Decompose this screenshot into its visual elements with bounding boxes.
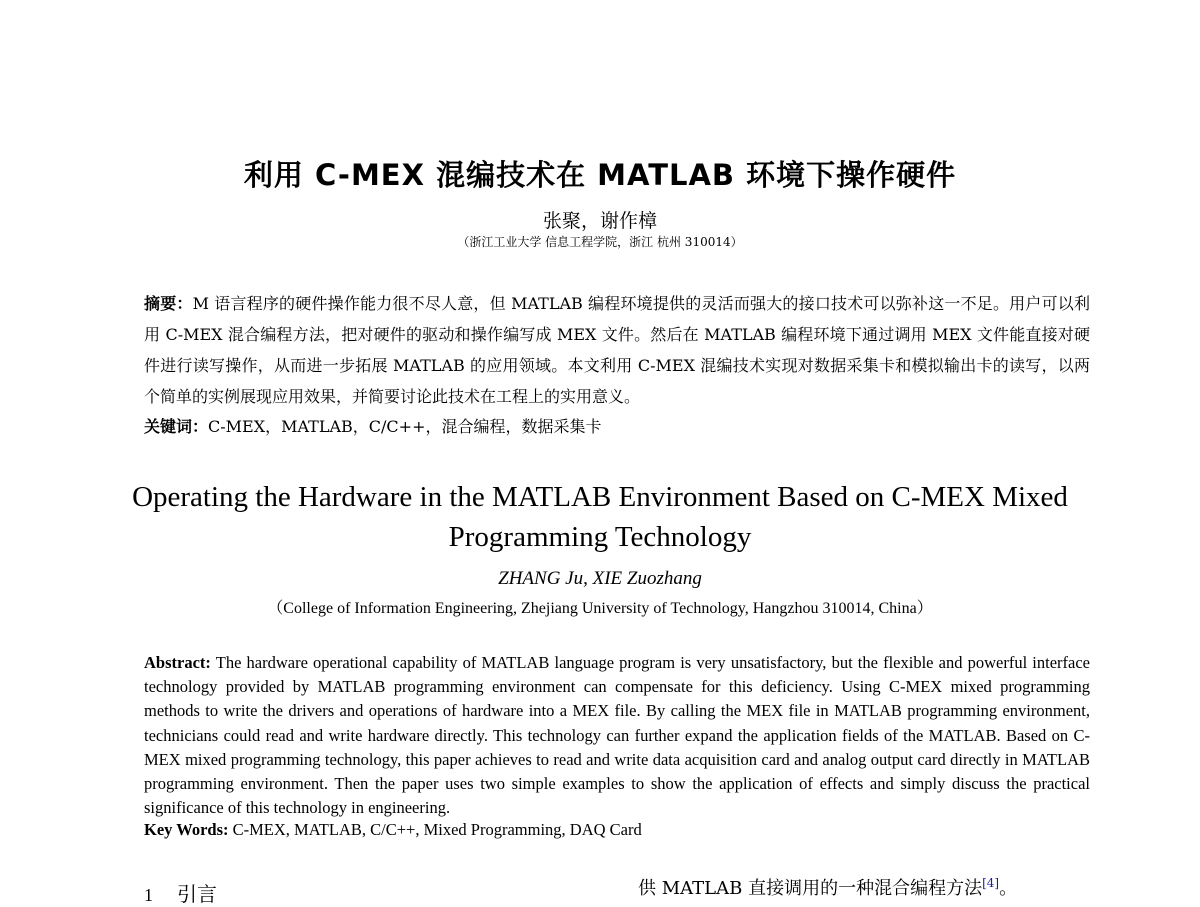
section-title: 引言 [177, 882, 217, 906]
english-abstract [144, 651, 1090, 820]
chinese-keywords-text: C-MEX，MATLAB，C/C++，混合编程，数据采集卡 [208, 417, 602, 436]
english-keywords [144, 820, 1090, 840]
english-abstract-label: Abstract: [144, 653, 211, 672]
chinese-affiliation: （浙江工业大学 信息工程学院，浙江 杭州 310014） [457, 235, 743, 249]
section-number: 1 [144, 885, 153, 905]
chinese-abstract [144, 288, 1090, 412]
english-affiliation: （College of Information Engineering, Zhejiang University of Technology, Hangzhou 310014, China） [267, 600, 933, 617]
chinese-authors: 张聚，谢作樟 [542, 210, 657, 232]
citation-link[interactable]: [4] [982, 876, 1000, 890]
english-authors: ZHANG Ju, XIE Zuozhang [498, 568, 702, 589]
right-column-text [638, 874, 1017, 900]
english-title: Operating the Hardware in the MATLAB Environment Based on C-MEX Mixed Programming Technology [132, 481, 1068, 553]
right-column-sentence: 供 MATLAB 直接调用的一种混合编程方法 [638, 878, 983, 899]
chinese-abstract-label: 摘要： [144, 294, 193, 313]
chinese-abstract-text: M 语言程序的硬件操作能力很不尽人意，但 MATLAB 编程环境提供的灵活而强大的接口技术可以弥补这一不足。用户可以利用 C-MEX 混合编程方法，把对硬件的驱动和操作编写成 MEX 文件。然后在 MATLAB 编程环境下通过调用 MEX 文件能直接对硬件进行读写操作，从而进一步拓展 MATLAB 的应用领域。本文利用 C-MEX 混编技术实现对数据采集卡和模拟输出卡的读写，以两个简单的实例展现应用效果，并简要讨论此技术在工程上的实用意义。 [144, 294, 1090, 406]
chinese-keywords-label: 关键词： [144, 417, 209, 436]
chinese-title: 利用 C-MEX 混编技术在 MATLAB 环境下操作硬件 [243, 158, 957, 192]
english-keywords-label: Key Words: [144, 820, 229, 839]
right-column-end: 。 [999, 878, 1018, 899]
english-abstract-text: The hardware operational capability of MATLAB language program is very unsatisfactory, but the flexible and powerful interface technology provided by MATLAB programming environment can compensate for this deficiency. Using C-MEX mixed programming methods to write the drivers and operations of hardware into a MEX file. By calling the MEX file in MATLAB programming environment, technicians could read and write hardware directly. This technology can further expand the application fields of the MATLAB. Based on C-MEX mixed programming technology, this paper achieves to read and write data acquisition card and analog output card directly in MATLAB programming environment. Then the paper uses two simple examples to show the application of effects and simply discuss the practical significance of this technology in engineering. [144, 653, 1090, 818]
english-keywords-text: C-MEX, MATLAB, C/C++, Mixed Programming, DAQ Card [232, 820, 642, 839]
chinese-keywords [144, 414, 1090, 437]
section-heading [144, 878, 217, 907]
